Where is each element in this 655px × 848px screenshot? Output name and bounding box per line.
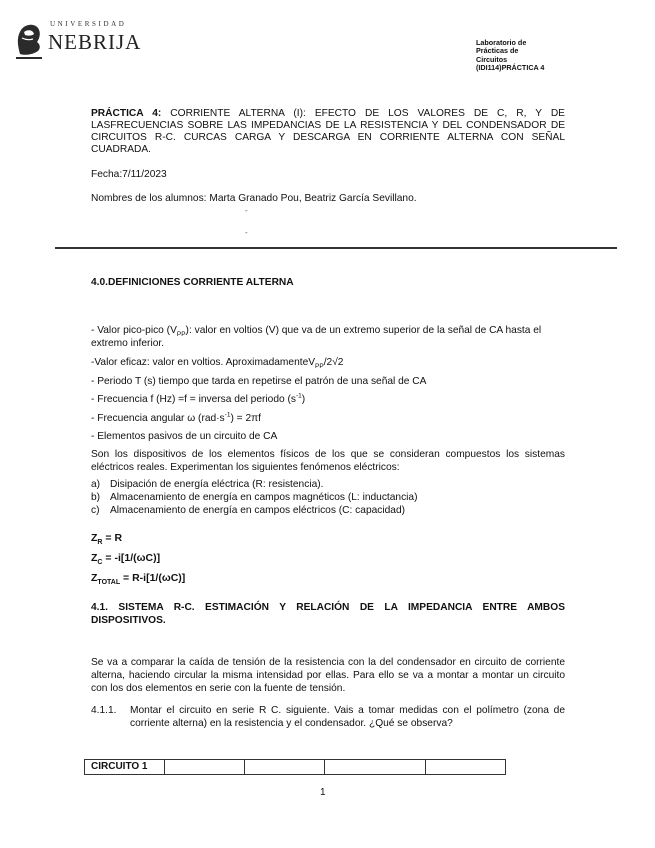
def-period: - Periodo T (s) tiempo que tarda en repetirse el patrón de una señal de CA: [91, 376, 427, 387]
phenomena-list: [91, 479, 565, 517]
formula-rhs: = R-i[1/(ωC)]: [120, 572, 186, 584]
section-divider: [55, 247, 617, 249]
formula-rhs: = R: [102, 532, 123, 544]
dash-placeholder: -: [245, 228, 248, 237]
formula-ztotal: [91, 572, 185, 585]
practice-title-text: CORRIENTE ALTERNA (I): EFECTO DE LOS VALORES DE C, R, Y DE LASFRECUENCIAS SOBRE LAS IMPEDANCIAS DE LA RESISTENCIA Y DEL CONDENSADOR DE CIRCUITOS R-C. CURCAS CARGA Y DESCARGA EN CORRIENTE ALTERNA CON SEÑAL CUADRADA.: [91, 108, 565, 156]
table-cell: [325, 760, 426, 775]
formula-z: Z: [91, 572, 98, 584]
logo-university-text: UNIVERSIDAD: [50, 20, 127, 28]
list-item-label: c): [91, 504, 100, 516]
list-item: [91, 479, 565, 492]
def-freq-post: ): [301, 394, 306, 405]
dash-placeholder: -: [245, 206, 248, 215]
formula-rhs: = -i[1/(ωC)]: [102, 552, 161, 564]
list-item-label: b): [91, 491, 101, 503]
def-ang-pre: - Frecuencia angular ω (rad·s: [91, 413, 225, 424]
formula-z: Z: [91, 552, 98, 564]
instruction-number: 4.1.1.: [91, 705, 117, 716]
course-header: [476, 39, 606, 73]
course-line: Laboratorio de: [476, 38, 527, 47]
list-item-label: a): [91, 479, 101, 490]
date-line: Fecha:7/11/2023: [91, 169, 167, 180]
page-number: 1: [320, 787, 326, 798]
nebrija-logo: [12, 20, 147, 62]
def-vpp-pre: - Valor pico-pico (V: [91, 325, 177, 336]
list-item: [91, 505, 565, 518]
formula-sub: C: [97, 559, 103, 567]
def-vef-post: /2√2: [323, 357, 344, 368]
def-vef-sub: PP: [315, 363, 324, 371]
students-line: Nombres de los alumnos: Marta Granado Pou, Beatriz García Sevillano.: [91, 193, 417, 204]
table-cell: [165, 760, 245, 775]
rc-paragraph: Se va a comparar la caída de tensión de la resistencia con la del condensador en circuito de corriente alterna, haciendo circular la misma intensidad por ellas. Para ello se va a montar a montar un circuito con los dos elementos en serie con la fuente de tensión.: [91, 657, 565, 694]
formula-zc: [91, 552, 160, 565]
instruction-text: Montar el circuito en serie R C. siguiente. Vais a tomar medidas con el polímetro (zona de corriente alterna) en la resistencia y el condensador. ¿Qué se observa?: [130, 705, 565, 729]
list-item-text: Almacenamiento de energía en campos eléctricos (C: capacidad): [110, 504, 406, 516]
section-heading-definitions: 4.0.DEFINICIONES CORRIENTE ALTERNA: [91, 277, 294, 288]
def-vef: [91, 357, 565, 370]
table-cell: [245, 760, 325, 775]
table-cell-label: CIRCUITO 1: [85, 760, 165, 775]
table-cell: [426, 760, 506, 775]
section-heading-rc-system: 4.1. SISTEMA R-C. ESTIMACIÓN Y RELACIÓN DE LA IMPEDANCIA ENTRE AMBOS DISPOSITIVOS.: [91, 602, 565, 627]
def-passive-elements: - Elementos pasivos de un circuito de CA: [91, 431, 278, 442]
table-row: [85, 760, 506, 775]
formula-sub: R: [97, 539, 103, 547]
list-item-text: Almacenamiento de energía en campos magnéticos (L: inductancia): [110, 491, 418, 503]
formula-z: Z: [91, 532, 98, 544]
course-line: (IDI114)PRÁCTICA 4: [476, 63, 545, 73]
formula-sub: TOTAL: [97, 579, 121, 587]
def-frequency: [91, 394, 565, 407]
def-freq-pre: - Frecuencia f (Hz) =f = inversa del periodo (s: [91, 394, 296, 405]
nebrija-crest-icon: [12, 20, 46, 60]
def-ang-post: ) = 2πf: [230, 413, 261, 424]
def-vpp: [91, 325, 565, 351]
def-vpp-post: ): valor en voltios (V) que va de un extremo superior de la señal de CA hasta el extremo inferior.: [91, 325, 542, 349]
instruction-item: [91, 705, 565, 731]
practice-title-bold: PRÁCTICA 4:: [91, 108, 162, 119]
list-item-text: Disipación de energía eléctrica (R: resistencia).: [110, 479, 324, 490]
def-vpp-sub: PP: [176, 331, 186, 339]
logo-name-text: NEBRIJA: [48, 30, 142, 54]
circuit-table: [84, 759, 506, 775]
course-line: Prácticas de: [476, 46, 519, 56]
practice-title: [91, 108, 565, 156]
def-paragraph: Son los dispositivos de los elementos físicos de los que se consideran compuestos los sistemas eléctricos reales. Experimentan los siguientes fenómenos eléctricos:: [91, 449, 565, 473]
def-freq-sup: -1: [295, 392, 302, 400]
course-line: Circuitos: [476, 54, 508, 64]
def-vef-pre: -Valor eficaz: valor en voltios. AproximadamenteV: [91, 357, 316, 368]
list-item: [91, 492, 565, 505]
formula-zr: [91, 532, 122, 545]
def-angular-frequency: [91, 413, 565, 426]
def-ang-sup: -1: [224, 411, 231, 419]
